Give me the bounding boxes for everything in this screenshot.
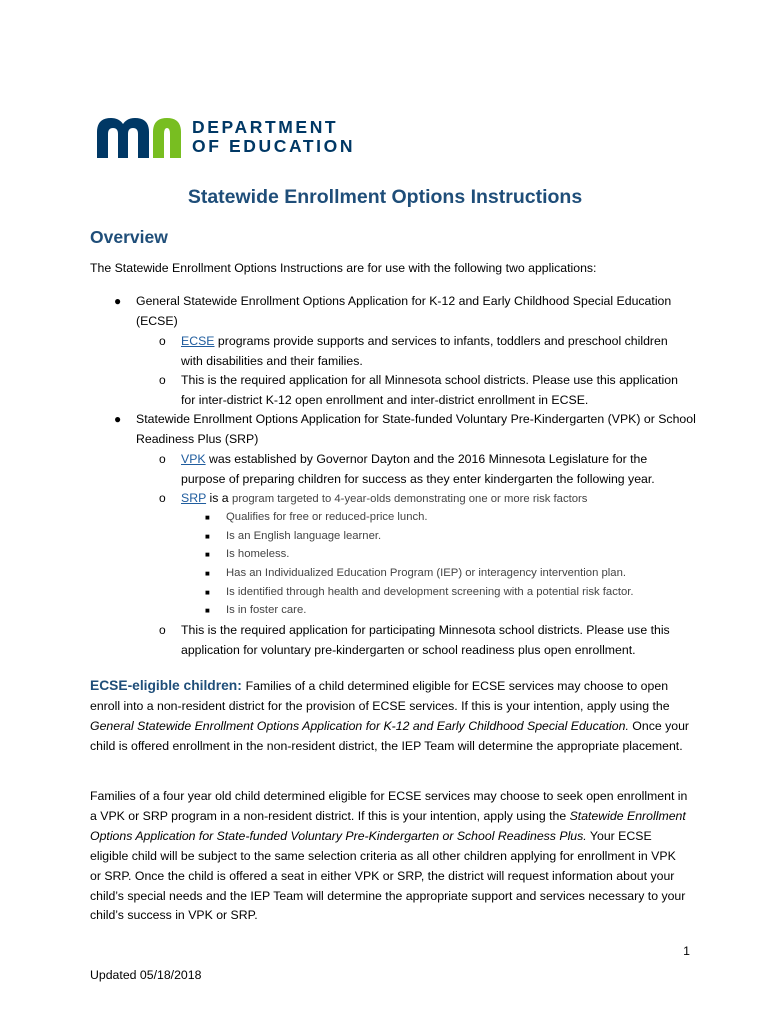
updated-date: Updated 05/18/2018 xyxy=(90,968,202,982)
risk-factor-item: Qualifies for free or reduced-price lunch. xyxy=(226,511,428,523)
mn-logo-mark xyxy=(97,118,183,158)
logo-line-2: OF EDUCATION xyxy=(192,136,356,156)
page-number: 1 xyxy=(683,944,690,958)
square-bullet-icon: ■ xyxy=(205,569,210,578)
list-item-vpk-srp-application: Statewide Enrollment Options Application for State-funded Voluntary Pre-Kindergarten (VPK) or School Readiness Plus (SRP) xyxy=(136,412,696,446)
square-bullet-icon: ■ xyxy=(205,532,210,541)
square-bullet-icon: ■ xyxy=(205,550,210,559)
list-subitem-srp-description: SRP is a program targeted to 4-year-olds demonstrating one or more risk factors xyxy=(181,491,588,505)
vpk-link[interactable]: VPK xyxy=(181,452,206,466)
risk-factor-item: Is identified through health and development screening with a potential risk factor. xyxy=(226,586,634,598)
document-title: Statewide Enrollment Options Instructions xyxy=(187,186,583,208)
risk-factor-item: Is homeless. xyxy=(226,548,290,560)
square-bullet-icon: ■ xyxy=(205,588,210,597)
ecse-paragraph-2: Families of a four year old child determined eligible for ECSE services may choose to seek open enrollment in a VPK or SRP program in a non-resident district. If this is your intention, apply using the Statewide Enrollment Options Application for State-funded Voluntary Pre-Kindergarten or School Readiness Plus. Your ECSE eligible child will be subject to the same selection criteria as all other children applying for enrollment in VPK or SRP. Once the child is offered a seat in either VPK or SRP, the district will request information about your child’s special needs and the IEP Team will determine the appropriate support and services necessary to your child’s success in VPK or SRP. xyxy=(90,789,688,923)
ecse-heading: ECSE-eligible children xyxy=(90,678,238,693)
list-subitem-ecse-description: ECSE programs provide supports and services to infants, toddlers and preschool children with disabilities and their families. xyxy=(181,334,668,368)
circle-bullet-icon: o xyxy=(159,334,166,348)
bullet-icon: ● xyxy=(114,412,122,426)
bullet-icon: ● xyxy=(114,294,122,308)
logo-line-1: DEPARTMENT xyxy=(192,117,339,137)
circle-bullet-icon: o xyxy=(159,623,166,637)
logo-wordmark xyxy=(192,118,355,156)
overview-intro: The Statewide Enrollment Options Instructions are for use with the following two applications: xyxy=(90,261,597,275)
risk-factor-item: Is in foster care. xyxy=(226,604,307,616)
ecse-link[interactable]: ECSE xyxy=(181,334,215,348)
circle-bullet-icon: o xyxy=(159,373,166,387)
risk-factor-item: Has an Individualized Education Program (IEP) or interagency intervention plan. xyxy=(226,567,627,579)
risk-factor-item: Is an English language learner. xyxy=(226,530,382,542)
list-subitem-ecse-required: This is the required application for all Minnesota school districts. Please use this application for inter-district K-12 open enrollment and inter-district enrollment in ECSE. xyxy=(181,373,678,407)
circle-bullet-icon: o xyxy=(159,491,166,505)
list-subitem-vpk-required: This is the required application for participating Minnesota school districts. Please use this application for voluntary pre-kindergarten or school readiness plus open enrollment. xyxy=(181,623,670,657)
list-item-ecse-application: General Statewide Enrollment Options Application for K-12 and Early Childhood Special Education (ECSE) xyxy=(136,294,672,328)
ecse-paragraph-1: ECSE-eligible children: Families of a child determined eligible for ECSE services may choose to open enroll into a non-resident district for the provision of ECSE services. If this is your intention, apply using the General Statewide Enrollment Options Application for K-12 and Early Childhood Special Education. Once your child is offered enrollment in the non-resident district, the IEP Team will determine the appropriate placement. xyxy=(90,678,690,753)
list-subitem-vpk-description: VPK was established by Governor Dayton and the 2016 Minnesota Legislature for the purpose of preparing children for success as they enter kindergarten the following year. xyxy=(181,452,655,486)
square-bullet-icon: ■ xyxy=(205,513,210,522)
srp-link[interactable]: SRP xyxy=(181,491,207,505)
mde-logo xyxy=(97,118,372,158)
circle-bullet-icon: o xyxy=(159,452,166,466)
square-bullet-icon: ■ xyxy=(205,606,210,615)
overview-heading: Overview xyxy=(90,227,168,247)
